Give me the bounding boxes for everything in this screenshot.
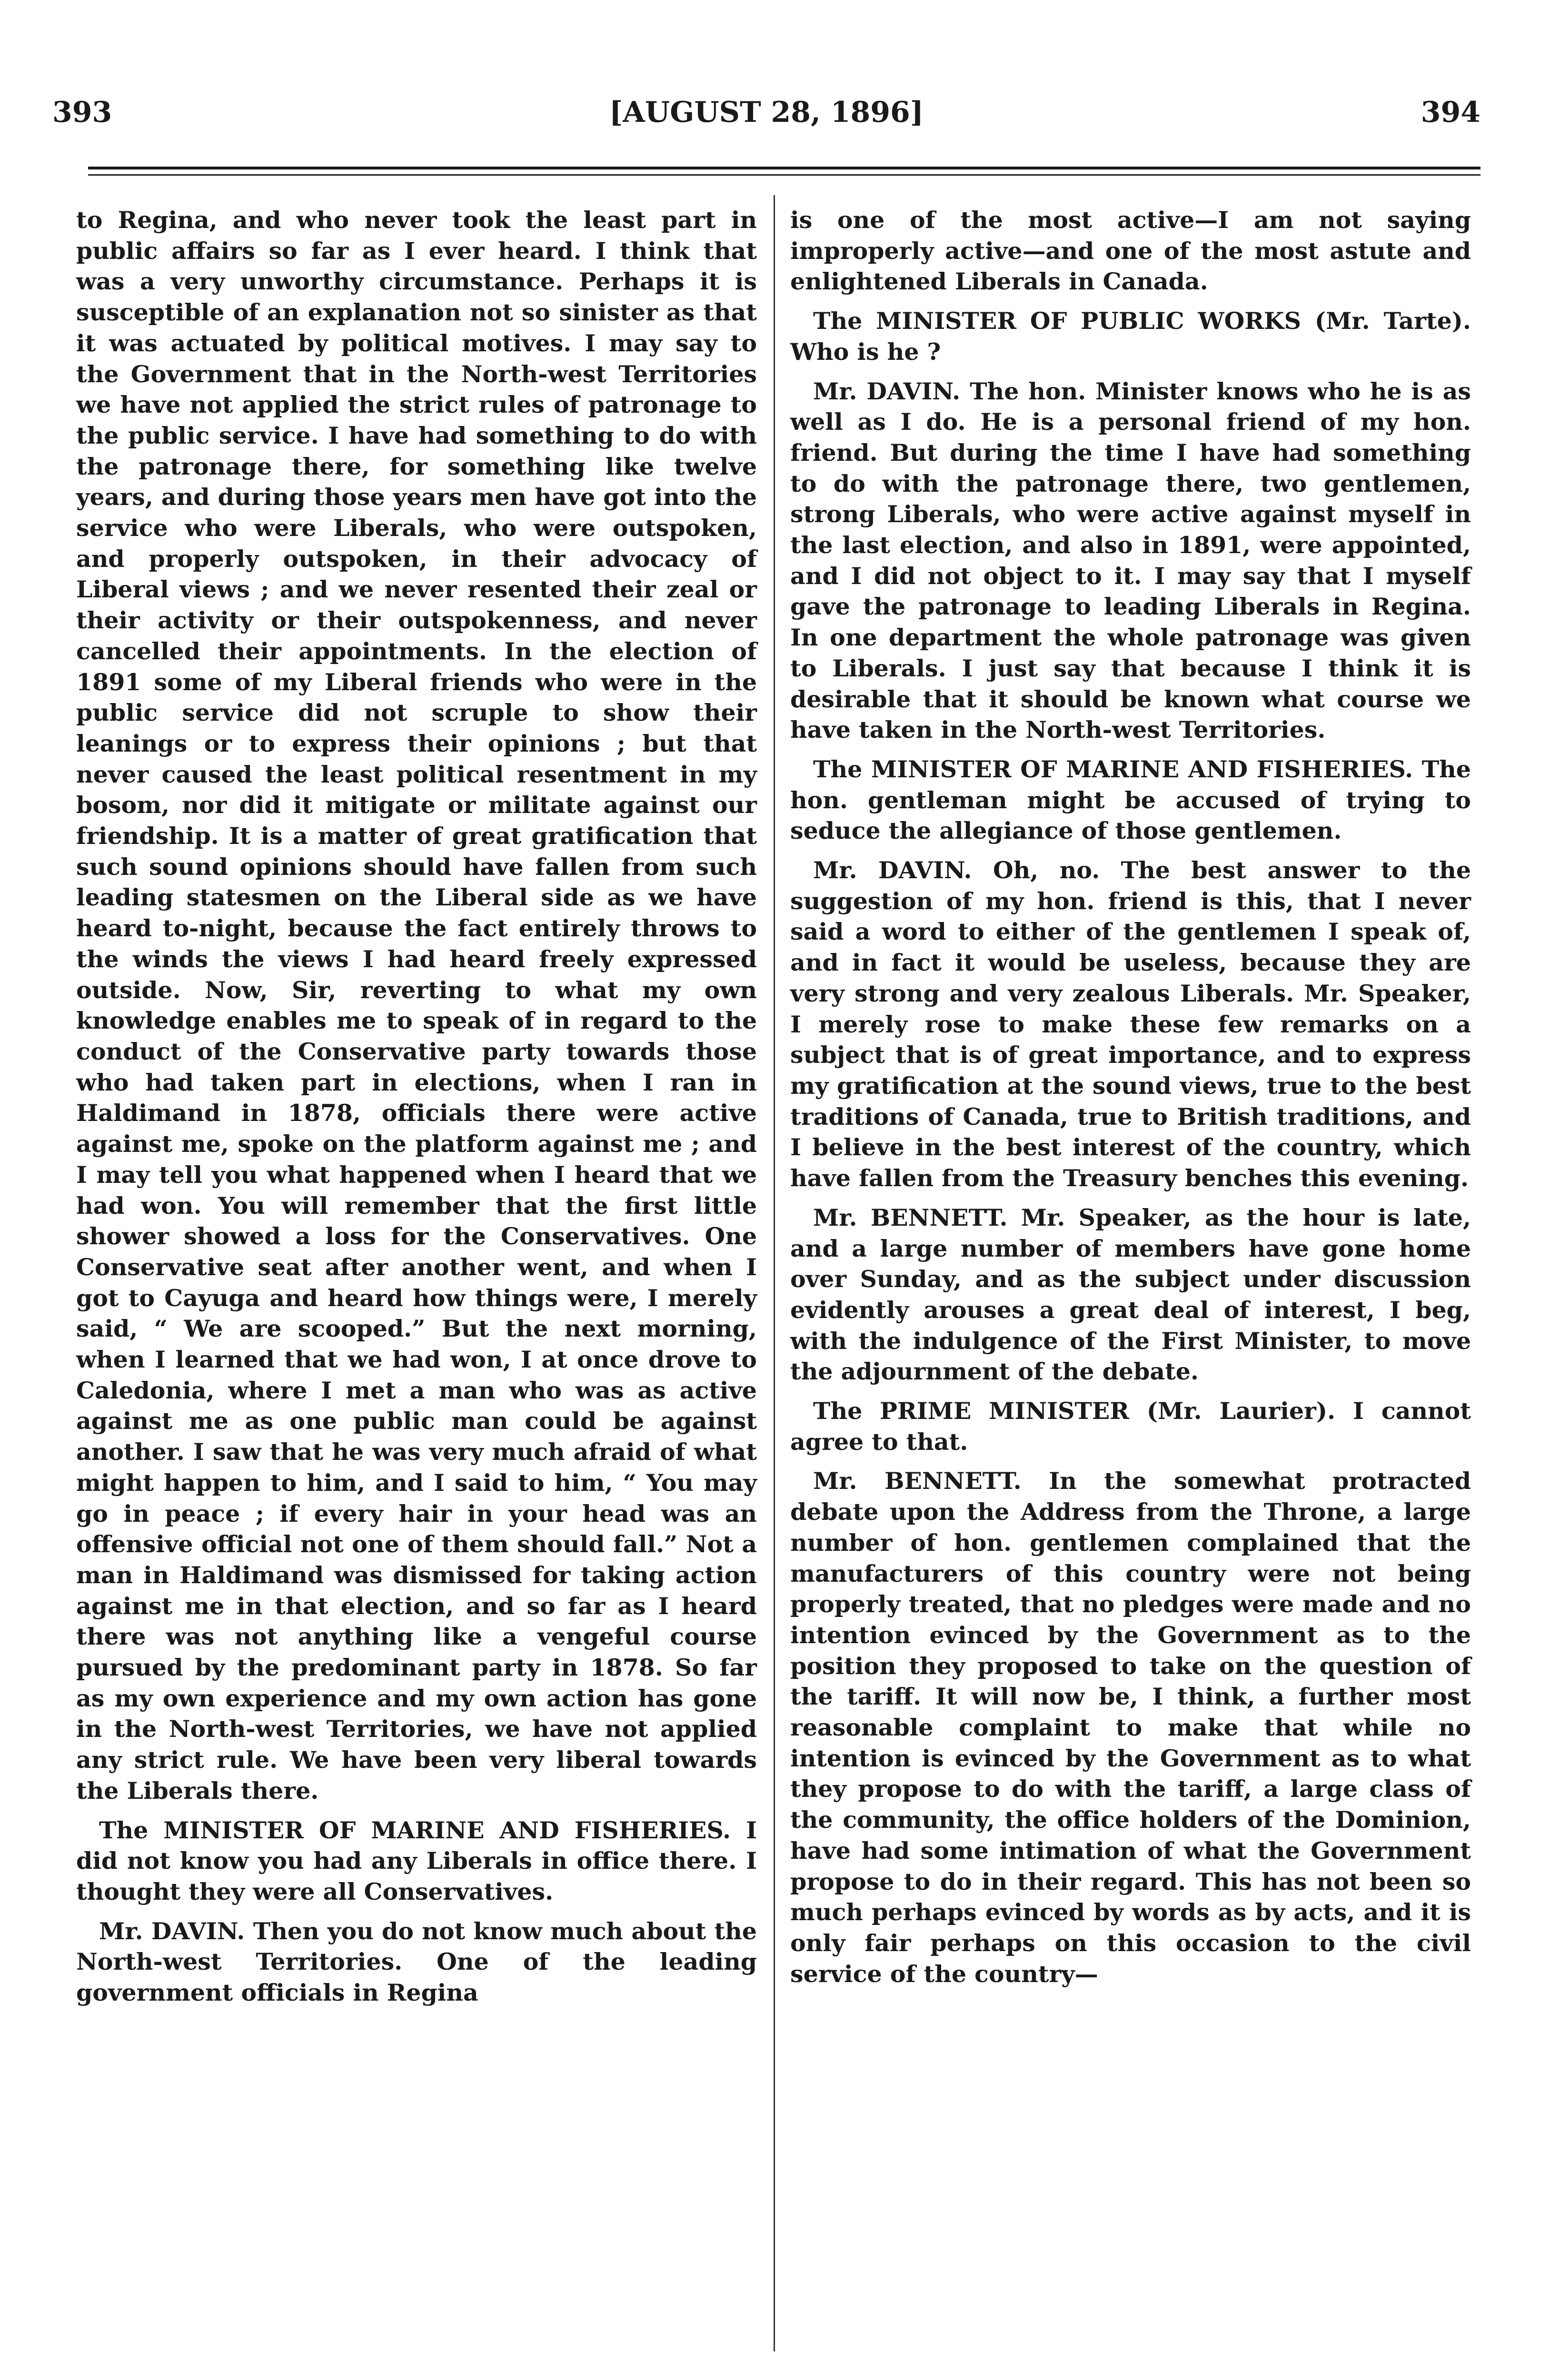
paragraph: is one of the most active—I am not saying improperly active—and one of the most astute and enlightened Liberals in Canada. [790,206,1471,296]
paragraph: The PRIME MINISTER (Mr. Laurier). I cannot agree to that. [790,1397,1471,1456]
paragraph: The MINISTER OF MARINE AND FISHERIES. The hon. gentleman might be accused of trying to seduce the allegiance of those gentlemen. [790,755,1471,845]
paragraph: Mr. DAVIN. The hon. Minister knows who he is as well as I do. He is a personal friend of my hon. friend. But during the time I have had something to do with the patronage there, two gentlemen, strong Liberals, who were active against myself in the last election, and also in 1891, were appointed, and I did not object to it. I may say that I myself gave the patronage to leading Liberals in Regina. In one department the whole patronage was given to Liberals. I just say that because I think it is desirable that it should be known what course we have taken in the North-west Territories. [790,377,1471,744]
page-number-right: 394 [1421,96,1480,129]
column-divider [774,195,775,2351]
header-rule [88,167,1480,169]
paragraph: Mr. DAVIN. Oh, no. The best answer to the suggestion of my hon. friend is this, that I never said a word to either of the gentlemen I speak of, and in fact it would be useless, because they are very strong and very zealous Liberals. Mr. Speaker, I merely rose to make these few remarks on a subject that is of great importance, and to express my gratification at the sound views, true to the best traditions of Canada, true to British traditions, and I believe in the best interest of the country, which have fallen from the Treasury benches this evening. [790,856,1471,1192]
paragraph: to Regina, and who never took the least part in public affairs so far as I ever heard. I think that was a very unworthy circumstance. Perhaps it is susceptible of an explanation not so sinister as that it was actuated by political motives. I may say to the Government that in the North-west Territories we have not applied the strict rules of patronage to the public service. I have had something to do with the patronage there, for something like twelve years, and during those years men have got into the service who were Liberals, who were outspoken, and properly outspoken, in their advocacy of Liberal views ; and we never resented their zeal or their activity or their outspokenness, and never cancelled their appointments. In the election of 1891 some of my Liberal friends who were in the public service did not scruple to show their leanings or to express their opinions ; but that never caused the least political resentment in my bosom, nor did it mitigate or militate against our friendship. It is a matter of great gratification that such sound opinions should have fallen from such leading statesmen on the Liberal side as we have heard to-night, because the fact entirely throws to the winds the views I had heard freely expressed outside. Now, Sir, reverting to what my own knowledge enables me to speak of in regard to the conduct of the Conservative party towards those who had taken part in elections, when I ran in Haldimand in 1878, officials there were active against me, spoke on the platform against me ; and I may tell you what happened when I heard that we had won. You will remember that the first little shower showed a loss for the Conservatives. One Conservative seat after another went, and when I got to Cayuga and heard how things were, I merely said, “ We are scooped.” But the next morning, when I learned that we had won, I at once drove to Caledonia, where I met a man who was as active against me as one public man could be against another. I saw that he was very much afraid of what might happen to him, and I said to him, “ You may go in peace ; if every hair in your head was an offensive official not one of them should fall.” Not a man in Haldimand was dismissed for taking action against me in that election, and so far as I heard there was not anything like a vengeful course pursued by the predominant party in 1878. So far as my own experience and my own action has gone in the North-west Territories, we have not applied any strict rule. We have been very liberal towards the Liberals there. [76,206,757,1805]
paragraph: Mr. BENNETT. Mr. Speaker, as the hour is late, and a large number of members have gone home over Sunday, and as the subject under discussion evidently arouses a great deal of interest, I beg, with the indulgence of the First Minister, to move the adjournment of the debate. [790,1203,1471,1386]
page-number-left: 393 [52,96,112,129]
paragraph: Mr. BENNETT. In the somewhat protracted debate upon the Address from the Throne, a large number of hon. gentlemen complained that the manufacturers of this country were not being properly treated, that no pledges were made and no intention evinced by the Government as to the position they proposed to take on the question of the tariff. It will now be, I think, a further most reasonable complaint to make that while no intention is evinced by the Government as to what they propose to do with the tariff, a large class of the community, the office holders of the Dominion, have had some intimation of what the Government propose to do in their regard. This has not been so much perhaps evinced by words as by acts, and it is only fair perhaps on this occasion to the civil service of the country— [790,1467,1471,1988]
left-column [76,205,757,2017]
paragraph: Mr. DAVIN. Then you do not know much about the North-west Territories. One of the leading government officials in Regina [76,1917,757,2007]
paragraph: The MINISTER OF PUBLIC WORKS (Mr. Tarte). Who is he ? [790,307,1471,366]
paragraph: The MINISTER OF MARINE AND FISHERIES. I did not know you had any Liberals in office there. I thought they were all Conservatives. [76,1816,757,1905]
page-date: [AUGUST 28, 1896] [609,96,924,129]
header-rule-thin [88,174,1480,176]
page-header [52,93,1480,131]
right-column [790,205,1471,1998]
